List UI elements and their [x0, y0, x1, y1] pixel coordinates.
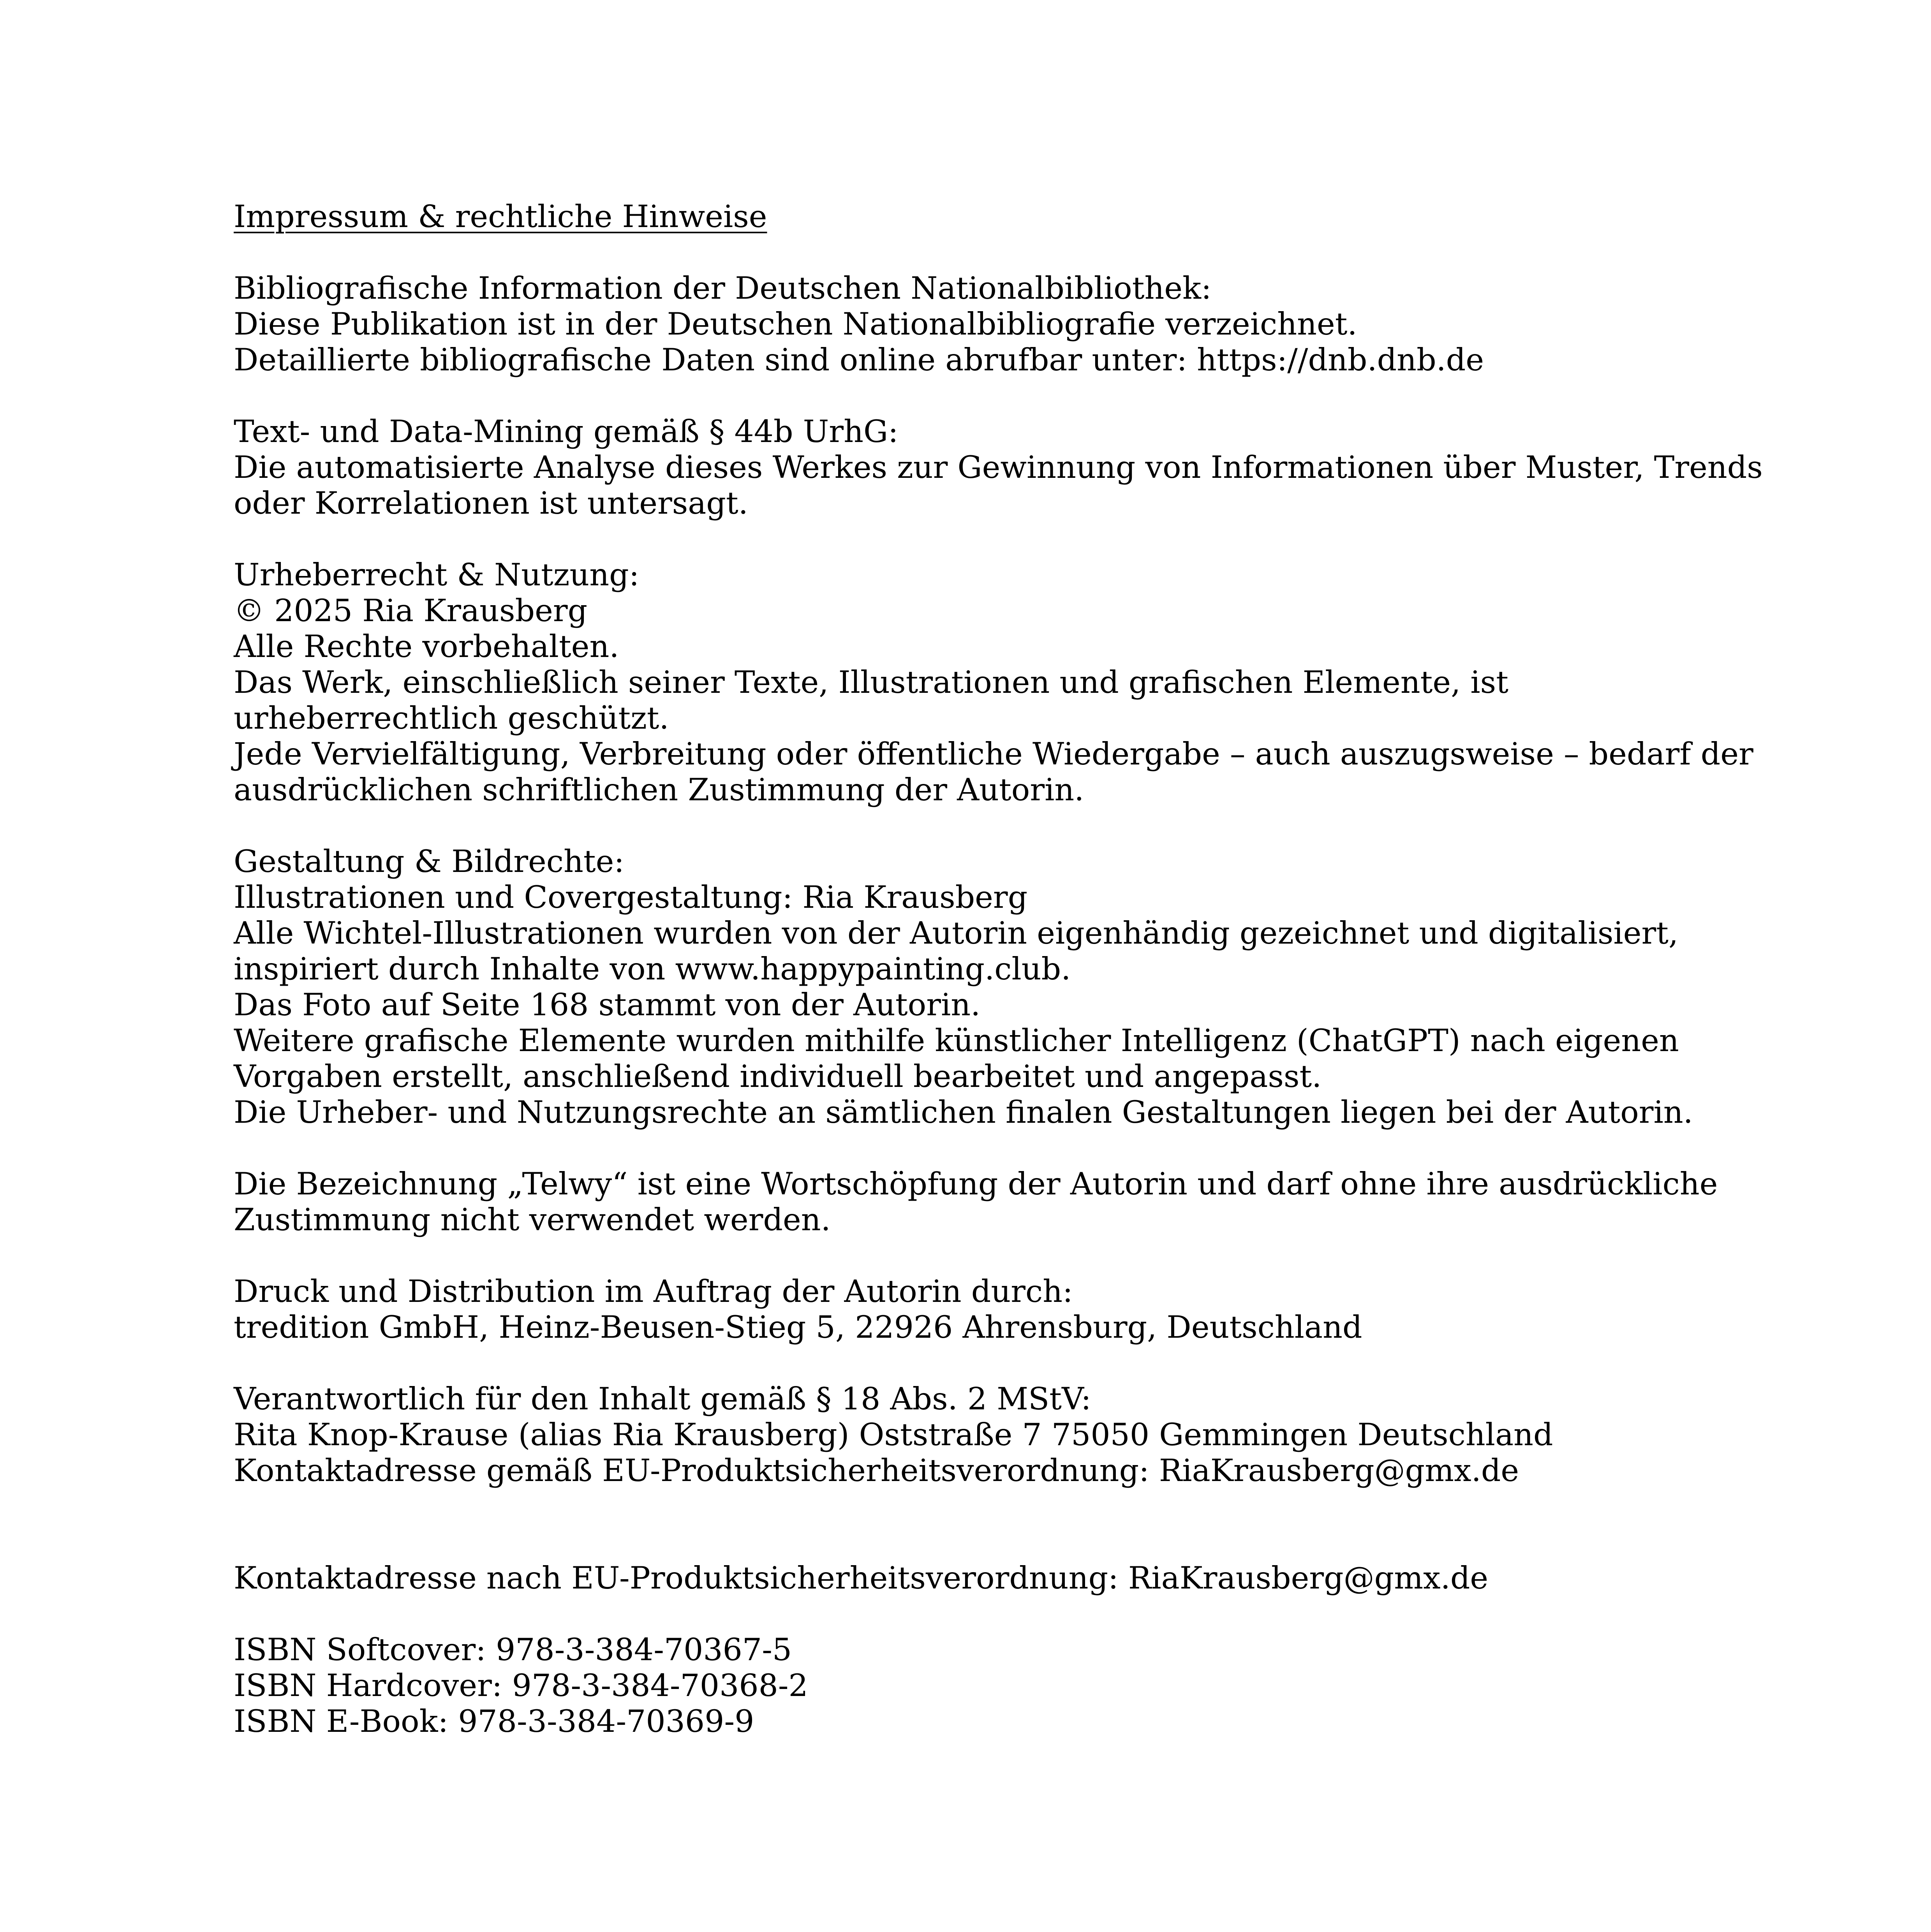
text-line: ISBN E-Book: 978-3-384-70369-9	[234, 1703, 754, 1739]
text-line: Druck und Distribution im Auftrag der Autorin durch:	[234, 1273, 1073, 1309]
text-line: Detaillierte bibliografische Daten sind online abrufbar unter: https://dnb.dnb.de	[234, 342, 1484, 378]
text-line: Alle Wichtel-Illustrationen wurden von der Autorin eigenhändig gezeichnet und digitalisiert,	[234, 915, 1679, 951]
text-line: © 2025 Ria Krausberg	[234, 593, 588, 629]
text-line: Weitere grafische Elemente wurden mithilfe künstlicher Intelligenz (ChatGPT) nach eigenen	[234, 1023, 1679, 1058]
text-line: Urheberrecht & Nutzung:	[234, 557, 640, 593]
text-line: ausdrücklichen schriftlichen Zustimmung der Autorin.	[234, 772, 1084, 808]
section-isbn	[234, 1632, 1792, 1739]
text-line: tredition GmbH, Heinz-Beusen-Stieg 5, 22926 Ahrensburg, Deutschland	[234, 1309, 1362, 1345]
text-line: ISBN Softcover: 978-3-384-70367-5	[234, 1632, 792, 1668]
text-line: urheberrechtlich geschützt.	[234, 700, 669, 736]
section-contact-address	[234, 1560, 1792, 1596]
text-line: Das Foto auf Seite 168 stammt von der Autorin.	[234, 987, 981, 1023]
section-design-image-rights	[234, 844, 1792, 1130]
text-line: Kontaktadresse gemäß EU-Produktsicherheitsverordnung: RiaKrausberg@gmx.de	[234, 1453, 1519, 1488]
text-line: Vorgaben erstellt, anschließend individuell bearbeitet und angepasst.	[234, 1058, 1322, 1094]
text-line: Diese Publikation ist in der Deutschen Nationalbibliografie verzeichnet.	[234, 306, 1357, 342]
text-line: Text- und Data-Mining gemäß § 44b UrhG:	[234, 414, 899, 449]
text-line: Zustimmung nicht verwendet werden.	[234, 1202, 831, 1238]
section-telwy-term	[234, 1166, 1792, 1238]
text-line: Verantwortlich für den Inhalt gemäß § 18 Abs. 2 MStV:	[234, 1381, 1091, 1417]
imprint-content	[234, 199, 1792, 1775]
page-title: Impressum & rechtliche Hinweise	[234, 199, 767, 234]
section-text-data-mining	[234, 414, 1792, 521]
section-bibliographic-info	[234, 270, 1792, 378]
text-line: oder Korrelationen ist untersagt.	[234, 485, 748, 521]
text-line: inspiriert durch Inhalte von www.happypainting.club.	[234, 951, 1071, 987]
text-line: Illustrationen und Covergestaltung: Ria Krausberg	[234, 879, 1028, 915]
text-line: Die Urheber- und Nutzungsrechte an sämtlichen finalen Gestaltungen liegen bei der Autorin.	[234, 1094, 1693, 1130]
imprint-sections	[234, 270, 1792, 1739]
text-line: Alle Rechte vorbehalten.	[234, 629, 619, 664]
text-line: Bibliografische Information der Deutschen Nationalbibliothek:	[234, 270, 1212, 306]
text-line: Rita Knop-Krause (alias Ria Krausberg) Oststraße 7 75050 Gemmingen Deutschland	[234, 1417, 1553, 1453]
text-line: ISBN Hardcover: 978-3-384-70368-2	[234, 1668, 808, 1703]
text-line: Gestaltung & Bildrechte:	[234, 844, 625, 879]
text-line: Kontaktadresse nach EU-Produktsicherheitsverordnung: RiaKrausberg@gmx.de	[234, 1560, 1489, 1596]
text-line: Das Werk, einschließlich seiner Texte, Illustrationen und grafischen Elemente, ist	[234, 664, 1508, 700]
section-print-distribution	[234, 1273, 1792, 1345]
text-line: Die Bezeichnung „Telwy“ ist eine Wortschöpfung der Autorin und darf ohne ihre ausdrückliche	[234, 1166, 1718, 1202]
section-responsible-content	[234, 1381, 1792, 1488]
text-line: Die automatisierte Analyse dieses Werkes zur Gewinnung von Informationen über Muster, Trends	[234, 449, 1763, 485]
section-copyright	[234, 557, 1792, 808]
text-line: Jede Vervielfältigung, Verbreitung oder öffentliche Wiedergabe – auch auszugsweise – bedarf der	[234, 736, 1753, 772]
